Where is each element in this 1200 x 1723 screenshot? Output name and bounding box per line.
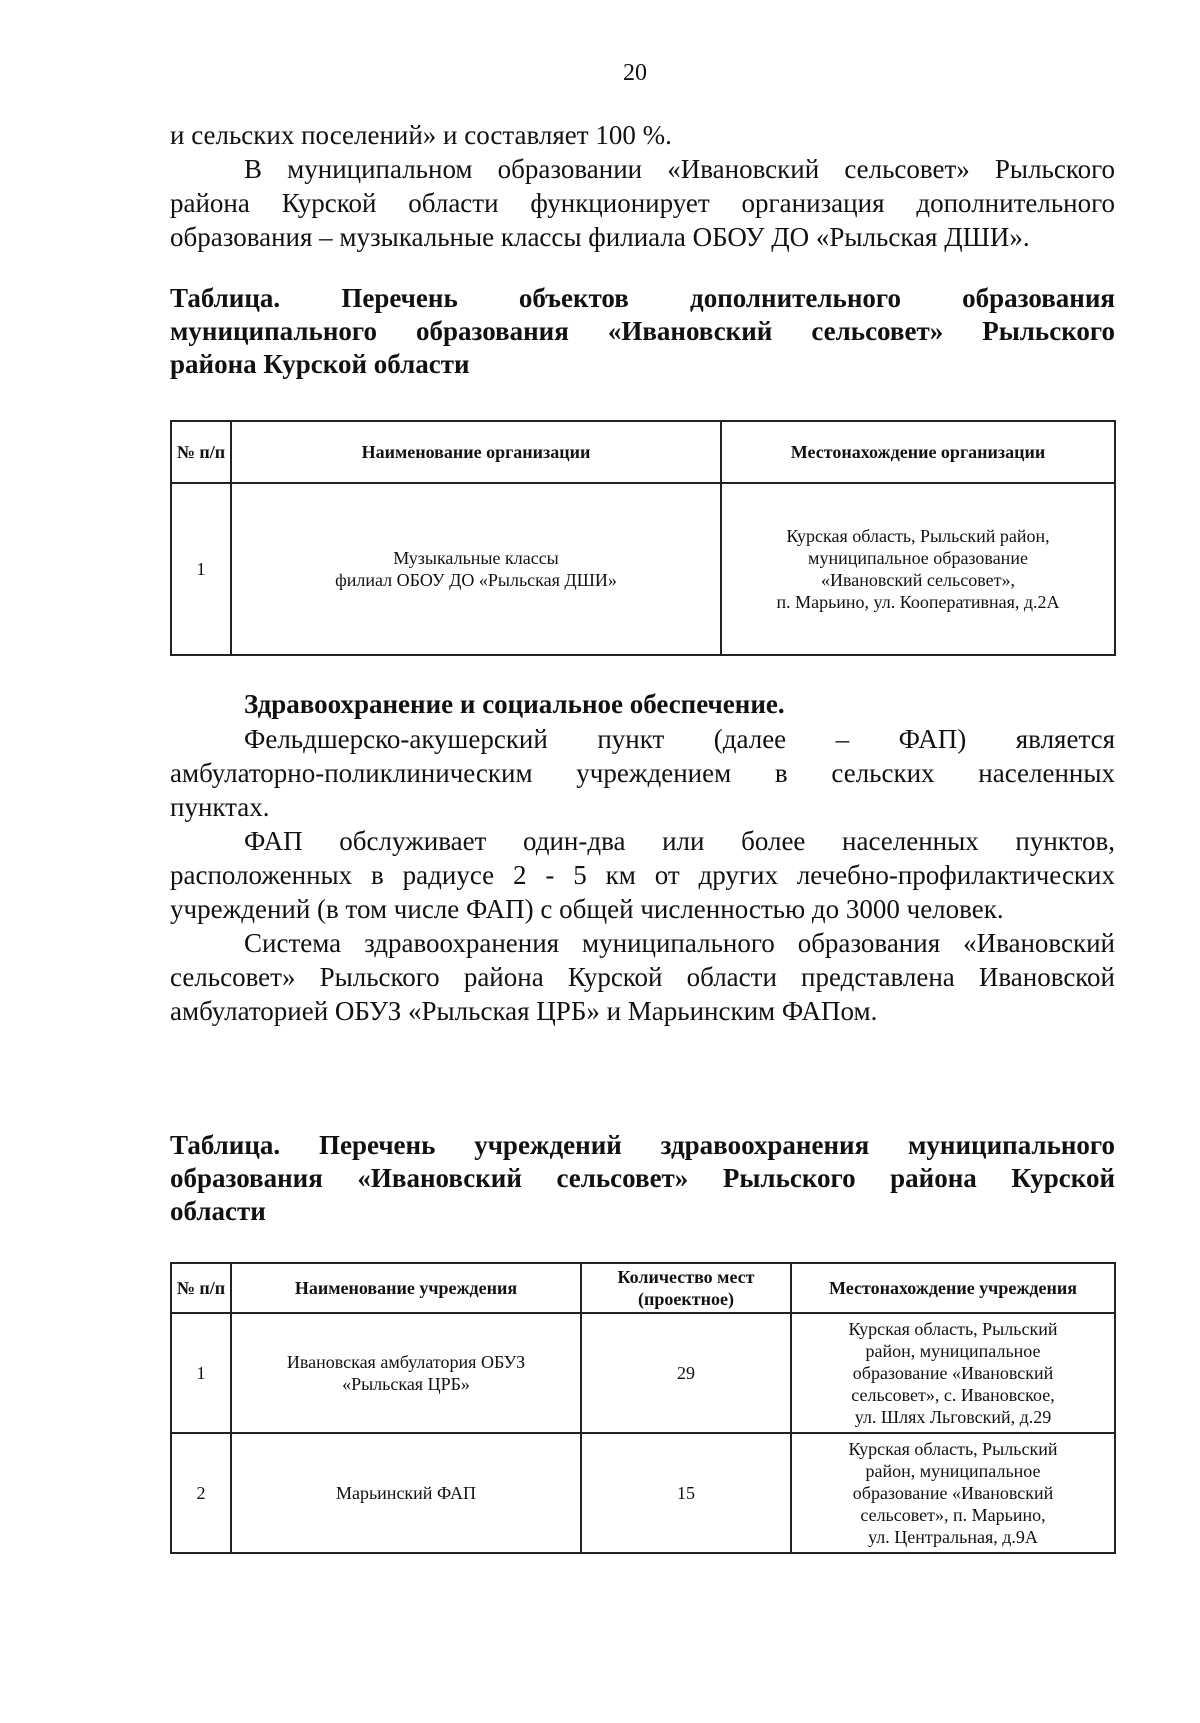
cell-line: п. Марьино, ул. Кооперативная, д.2А [776, 592, 1060, 612]
cell-line: Ивановская амбулатория ОБУЗ [286, 1352, 526, 1372]
cell-name [231, 483, 721, 655]
cell-line: район, муниципальное [865, 1341, 1041, 1361]
cell-line: сельсовет», п. Марьино, [860, 1505, 1046, 1525]
education-paragraph [170, 152, 1115, 254]
health-institutions-table [170, 1262, 1116, 1554]
header-places: Количество мест (проектное) [581, 1263, 791, 1313]
caption-line: образования «Ивановский сельсовет» Рыльского района Курской [170, 1163, 1115, 1193]
cell-location [721, 483, 1115, 655]
cell-location [791, 1433, 1115, 1553]
caption-line: Таблица. Перечень учреждений здравоохранения муниципального [170, 1130, 1115, 1160]
table1-caption [170, 282, 1115, 381]
table-row [171, 483, 1115, 655]
text-line: расположенных в радиусе 2 - 5 км от других лечебно-профилактических [170, 860, 1115, 890]
cell-line: Музыкальные классы [393, 548, 559, 568]
cell-number: 2 [171, 1433, 231, 1553]
header-name: Наименование учреждения [231, 1263, 581, 1313]
health-paragraph-2 [170, 824, 1115, 926]
header-location: Местонахождение учреждения [791, 1263, 1115, 1313]
cell-location [791, 1313, 1115, 1433]
cell-number: 1 [171, 1313, 231, 1433]
text-line: амбулаторией ОБУЗ «Рыльская ЦРБ» и Марьинским ФАПом. [170, 996, 878, 1026]
text-line: пунктах. [170, 792, 270, 822]
cell-line: образование «Ивановский [852, 1363, 1054, 1383]
cell-line: Курская область, Рыльский район, [786, 526, 1050, 546]
cell-line: ул. Центральная, д.9А [868, 1527, 1038, 1547]
table-header-row [171, 421, 1115, 483]
cell-line: образование «Ивановский [852, 1483, 1054, 1503]
text-line: Фельдшерско-акушерский пункт (далее – ФАП) является [244, 724, 1115, 754]
cell-line: филиал ОБОУ ДО «Рыльская ДШИ» [335, 570, 617, 590]
text-line: и сельских поселений» и составляет 100 %. [170, 120, 672, 150]
cell-line: сельсовет», с. Ивановское, [851, 1385, 1055, 1405]
cell-line: муниципальное образование [808, 548, 1028, 568]
cell-line: Курская область, Рыльский [848, 1439, 1058, 1459]
cell-places: 29 [581, 1313, 791, 1433]
cell-line: ул. Шлях Льговский, д.29 [854, 1407, 1052, 1427]
table-row [171, 1313, 1115, 1433]
text-line: амбулаторно-поликлиническим учреждением в сельских населенных [170, 758, 1115, 788]
table2-caption [170, 1129, 1115, 1228]
cell-line: район, муниципальное [865, 1461, 1041, 1481]
header-number: № п/п [171, 1263, 231, 1313]
cell-name [231, 1313, 581, 1433]
caption-line: района Курской области [170, 349, 470, 379]
caption-line: Таблица. Перечень объектов дополнительного образования [170, 283, 1115, 313]
text-line: образования – музыкальные классы филиала ОБОУ ДО «Рыльская ДШИ». [170, 222, 1030, 252]
table-header-row [171, 1263, 1115, 1313]
caption-line: области [170, 1196, 266, 1226]
page-number: 20 [623, 60, 647, 86]
text-line: учреждений (в том числе ФАП) с общей численностью до 3000 человек. [170, 894, 1004, 924]
text-line: сельсовет» Рыльского района Курской области представлена Ивановской [170, 962, 1115, 992]
text-line: В муниципальном образовании «Ивановский сельсовет» Рыльского [244, 154, 1115, 184]
health-heading: Здравоохранение и социальное обеспечение. [244, 689, 785, 719]
table-row [171, 1433, 1115, 1553]
cell-name [231, 1433, 581, 1553]
health-paragraph-1 [170, 722, 1115, 824]
intro-paragraph [170, 118, 1115, 152]
cell-number: 1 [171, 483, 231, 655]
cell-places: 15 [581, 1433, 791, 1553]
text-line: ФАП обслуживает один-два или более населенных пунктов, [244, 826, 1115, 856]
cell-line: «Ивановский сельсовет», [821, 570, 1015, 590]
text-line: района Курской области функционирует организация дополнительного [170, 188, 1115, 218]
cell-line: Марьинский ФАП [335, 1483, 477, 1503]
health-paragraph-3 [170, 926, 1115, 1028]
text-line: Система здравоохранения муниципального образования «Ивановский [244, 928, 1115, 958]
caption-line: муниципального образования «Ивановский сельсовет» Рыльского [170, 316, 1115, 346]
header-number: № п/п [171, 421, 231, 483]
cell-line: Курская область, Рыльский [848, 1319, 1058, 1339]
cell-line: «Рыльская ЦРБ» [342, 1374, 470, 1394]
education-objects-table [170, 420, 1116, 656]
header-name: Наименование организации [231, 421, 721, 483]
header-location: Местонахождение организации [721, 421, 1115, 483]
